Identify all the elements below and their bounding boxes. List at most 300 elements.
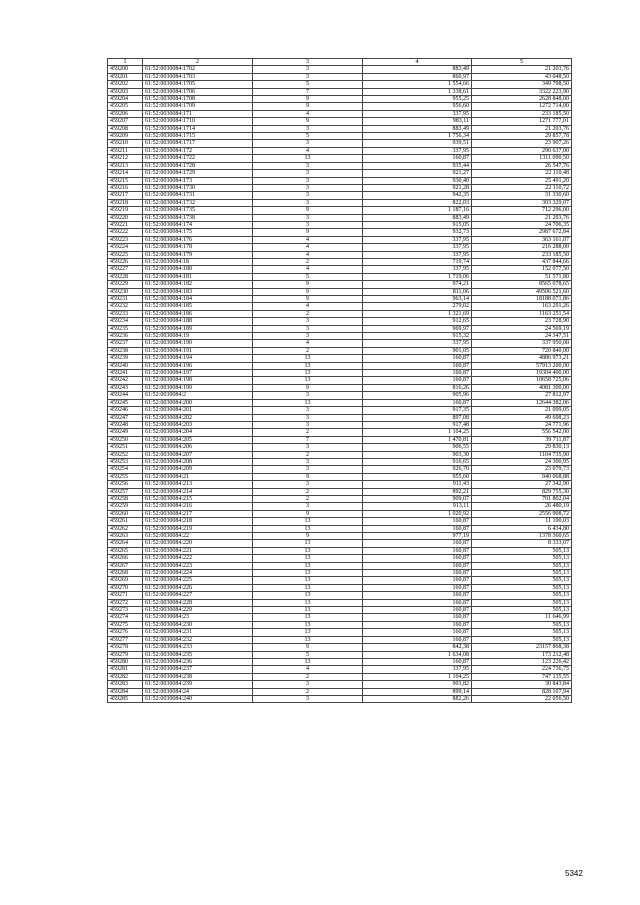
row-number-cell: 459230 <box>108 288 143 295</box>
cadastral-number-cell: 61:52:0030084:205 <box>143 436 253 443</box>
group-code-cell: 13 <box>253 636 363 643</box>
specific-value-cell: 963,14 <box>363 296 472 303</box>
row-number-cell: 459206 <box>108 110 143 117</box>
cadastral-number-cell: 61:52:0030084:223 <box>143 562 253 569</box>
cadastral-number-cell: 61:52:0030084:206 <box>143 444 253 451</box>
cadastral-value-cell: 11 100,03 <box>472 518 572 525</box>
row-number-cell: 459257 <box>108 488 143 495</box>
specific-value-cell: 935,44 <box>363 162 472 169</box>
group-code-cell: 4 <box>253 110 363 117</box>
table-body <box>108 66 572 703</box>
group-code-cell: 4 <box>253 251 363 258</box>
cadastral-value-cell: 290 637,00 <box>472 147 572 154</box>
cadastral-value-cell: 12644 382,06 <box>472 399 572 406</box>
cadastral-number-cell: 61:52:0030084:180 <box>143 266 253 273</box>
cadastral-value-cell: 505,13 <box>472 562 572 569</box>
specific-value-cell: 899,14 <box>363 688 472 695</box>
table-row <box>108 325 572 332</box>
group-code-cell: 4 <box>253 244 363 251</box>
specific-value-cell: 160,87 <box>363 525 472 532</box>
group-code-cell: 13 <box>253 629 363 636</box>
group-code-cell: 5 <box>253 133 363 140</box>
specific-value-cell: 882,26 <box>363 695 472 702</box>
group-code-cell: 2 <box>253 673 363 680</box>
cadastral-number-cell: 61:52:0030084:218 <box>143 518 253 525</box>
specific-value-cell: 903,82 <box>363 681 472 688</box>
group-code-cell: 3 <box>253 325 363 332</box>
page-number: 5342 <box>565 869 583 878</box>
table-row <box>108 66 572 73</box>
table-row <box>108 207 572 214</box>
row-number-cell: 459255 <box>108 473 143 480</box>
specific-value-cell: 983,11 <box>363 118 472 125</box>
cadastral-number-cell: 61:52:0030084:191 <box>143 347 253 354</box>
group-code-cell: 3 <box>253 66 363 73</box>
cadastral-number-cell: 61:52:0030084:220 <box>143 540 253 547</box>
table-row <box>108 147 572 154</box>
row-number-cell: 459274 <box>108 614 143 621</box>
table-row <box>108 229 572 236</box>
row-number-cell: 459214 <box>108 170 143 177</box>
cadastral-value-cell: 505,13 <box>472 584 572 591</box>
row-number-cell: 459215 <box>108 177 143 184</box>
cadastral-value-cell: 363 161,07 <box>472 236 572 243</box>
specific-value-cell: 160,87 <box>363 377 472 384</box>
group-code-cell: 9 <box>253 533 363 540</box>
table-row <box>108 162 572 169</box>
table-row <box>108 658 572 665</box>
table-row <box>108 118 572 125</box>
table-row <box>108 184 572 191</box>
specific-value-cell: 160,87 <box>363 658 472 665</box>
group-code-cell: 5 <box>253 273 363 280</box>
table-row <box>108 170 572 177</box>
group-code-cell: 7 <box>253 88 363 95</box>
table-row <box>108 244 572 251</box>
row-number-cell: 459205 <box>108 103 143 110</box>
row-number-cell: 459275 <box>108 621 143 628</box>
group-code-cell: 9 <box>253 281 363 288</box>
cadastral-value-cell: 1163 251,54 <box>472 310 572 317</box>
cadastral-number-cell: 61:52:0030084:22 <box>143 533 253 540</box>
specific-value-cell: 942,35 <box>363 192 472 199</box>
specific-value-cell: 160,87 <box>363 562 472 569</box>
row-number-cell: 459284 <box>108 688 143 695</box>
table-row <box>108 96 572 103</box>
cadastral-value-cell: 27 812,97 <box>472 392 572 399</box>
row-number-cell: 459261 <box>108 518 143 525</box>
cadastral-value-cell: 21 203,76 <box>472 66 572 73</box>
cadastral-number-cell: 61:52:0030084:1738 <box>143 214 253 221</box>
row-number-cell: 459278 <box>108 644 143 651</box>
cadastral-value-cell: 29 830,13 <box>472 444 572 451</box>
cadastral-value-cell: 152 077,50 <box>472 266 572 273</box>
specific-value-cell: 160,87 <box>363 577 472 584</box>
specific-value-cell: 901,05 <box>363 347 472 354</box>
specific-value-cell: 822,03 <box>363 199 472 206</box>
table-row <box>108 488 572 495</box>
table-row <box>108 681 572 688</box>
row-number-cell: 459217 <box>108 192 143 199</box>
specific-value-cell: 915,05 <box>363 221 472 228</box>
row-number-cell: 459239 <box>108 355 143 362</box>
group-code-cell: 13 <box>253 614 363 621</box>
table-row <box>108 347 572 354</box>
table-row <box>108 110 572 117</box>
cadastral-value-cell: 49506 521,60 <box>472 288 572 295</box>
column-header-2: 2 <box>143 59 253 66</box>
group-code-cell: 13 <box>253 377 363 384</box>
cadastral-number-cell: 61:52:0030084:203 <box>143 421 253 428</box>
group-code-cell: 3 <box>253 466 363 473</box>
cadastral-value-cell: 23 907,26 <box>472 140 572 147</box>
cadastral-number-cell: 61:52:0030084:224 <box>143 570 253 577</box>
specific-value-cell: 897,08 <box>363 414 472 421</box>
cadastral-number-cell: 61:52:0030084:229 <box>143 607 253 614</box>
specific-value-cell: 969,97 <box>363 325 472 332</box>
cadastral-value-cell: 701 802,04 <box>472 495 572 502</box>
cadastral-value-cell: 24 569,19 <box>472 325 572 332</box>
table-row <box>108 444 572 451</box>
specific-value-cell: 337,95 <box>363 244 472 251</box>
specific-value-cell: 160,87 <box>363 370 472 377</box>
group-code-cell: 13 <box>253 525 363 532</box>
group-code-cell: 5 <box>253 81 363 88</box>
specific-value-cell: 337,95 <box>363 110 472 117</box>
table-row <box>108 221 572 228</box>
table-row <box>108 377 572 384</box>
row-number-cell: 459263 <box>108 533 143 540</box>
row-number-cell: 459260 <box>108 510 143 517</box>
specific-value-cell: 160,87 <box>363 547 472 554</box>
table-row <box>108 362 572 369</box>
group-code-cell: 3 <box>253 695 363 702</box>
specific-value-cell: 917,35 <box>363 407 472 414</box>
row-number-cell: 459268 <box>108 570 143 577</box>
header-row <box>108 59 572 66</box>
specific-value-cell: 1 719,06 <box>363 273 472 280</box>
row-number-cell: 459218 <box>108 199 143 206</box>
table-row <box>108 258 572 265</box>
cadastral-value-cell: 233 185,50 <box>472 110 572 117</box>
table-row <box>108 273 572 280</box>
column-header-3: 3 <box>253 59 363 66</box>
cadastral-value-cell: 505,13 <box>472 629 572 636</box>
specific-value-cell: 160,87 <box>363 614 472 621</box>
cadastral-value-cell: 505,13 <box>472 599 572 606</box>
specific-value-cell: 977,19 <box>363 533 472 540</box>
row-number-cell: 459246 <box>108 407 143 414</box>
table-row <box>108 81 572 88</box>
row-number-cell: 459244 <box>108 392 143 399</box>
cadastral-number-cell: 61:52:0030084:215 <box>143 495 253 502</box>
row-number-cell: 459282 <box>108 673 143 680</box>
cadastral-value-cell: 505,13 <box>472 570 572 577</box>
specific-value-cell: 892,21 <box>363 488 472 495</box>
group-code-cell: 13 <box>253 584 363 591</box>
group-code-cell: 5 <box>253 651 363 658</box>
row-number-cell: 459213 <box>108 162 143 169</box>
table-row <box>108 599 572 606</box>
group-code-cell: 13 <box>253 658 363 665</box>
cadastral-value-cell: 23157 868,38 <box>472 644 572 651</box>
group-code-cell: 9 <box>253 229 363 236</box>
group-code-cell: 9 <box>253 103 363 110</box>
table-row <box>108 88 572 95</box>
table-row <box>108 414 572 421</box>
row-number-cell: 459228 <box>108 273 143 280</box>
cadastral-number-cell: 61:52:0030084:190 <box>143 340 253 347</box>
cadastral-value-cell: 19304 400,00 <box>472 370 572 377</box>
row-number-cell: 459237 <box>108 340 143 347</box>
table-row <box>108 318 572 325</box>
group-code-cell: 2 <box>253 310 363 317</box>
specific-value-cell: 883,49 <box>363 66 472 73</box>
cadastral-number-cell: 61:52:0030084:189 <box>143 325 253 332</box>
table-row <box>108 214 572 221</box>
table-row <box>108 555 572 562</box>
table-row <box>108 518 572 525</box>
cadastral-number-cell: 61:52:0030084:18 <box>143 258 253 265</box>
row-number-cell: 459223 <box>108 236 143 243</box>
table-row <box>108 236 572 243</box>
row-number-cell: 459251 <box>108 444 143 451</box>
cadastral-value-cell: 18188 071,86 <box>472 296 572 303</box>
cadastral-number-cell: 61:52:0030084:24 <box>143 688 253 695</box>
group-code-cell: 9 <box>253 118 363 125</box>
group-code-cell: 3 <box>253 162 363 169</box>
column-header-1: 1 <box>108 59 143 66</box>
cadastral-number-cell: 61:52:0030084:201 <box>143 407 253 414</box>
table-row <box>108 199 572 206</box>
table-row <box>108 636 572 643</box>
table-row <box>108 288 572 295</box>
cadastral-number-cell: 61:52:0030084:196 <box>143 362 253 369</box>
group-code-cell: 9 <box>253 384 363 391</box>
row-number-cell: 459276 <box>108 629 143 636</box>
group-code-cell: 2 <box>253 688 363 695</box>
specific-value-cell: 337,95 <box>363 266 472 273</box>
specific-value-cell: 160,87 <box>363 599 472 606</box>
row-number-cell: 459240 <box>108 362 143 369</box>
specific-value-cell: 911,43 <box>363 481 472 488</box>
group-code-cell: 3 <box>253 458 363 465</box>
cadastral-number-cell: 61:52:0030084:1705 <box>143 81 253 88</box>
group-code-cell: 13 <box>253 570 363 577</box>
cadastral-value-cell: 1378 360,65 <box>472 533 572 540</box>
cadastral-value-cell: 303 329,07 <box>472 199 572 206</box>
cadastral-number-cell: 61:52:0030084:2 <box>143 392 253 399</box>
cadastral-value-cell: 747 135,55 <box>472 673 572 680</box>
specific-value-cell: 906,55 <box>363 444 472 451</box>
table-row <box>108 140 572 147</box>
row-number-cell: 459225 <box>108 251 143 258</box>
row-number-cell: 459264 <box>108 540 143 547</box>
cadastral-number-cell: 61:52:0030084:1717 <box>143 140 253 147</box>
row-number-cell: 459227 <box>108 266 143 273</box>
cadastral-value-cell: 505,13 <box>472 547 572 554</box>
cadastral-number-cell: 61:52:0030084:183 <box>143 288 253 295</box>
specific-value-cell: 160,87 <box>363 555 472 562</box>
group-code-cell: 4 <box>253 236 363 243</box>
row-number-cell: 459253 <box>108 458 143 465</box>
row-number-cell: 459234 <box>108 318 143 325</box>
cadastral-number-cell: 61:52:0030084:239 <box>143 681 253 688</box>
cadastral-number-cell: 61:52:0030084:198 <box>143 377 253 384</box>
cadastral-value-cell: 43 048,50 <box>472 73 572 80</box>
group-code-cell: 13 <box>253 592 363 599</box>
table-row <box>108 592 572 599</box>
table-row <box>108 355 572 362</box>
row-number-cell: 459248 <box>108 421 143 428</box>
table-row <box>108 473 572 480</box>
group-code-cell: 13 <box>253 562 363 569</box>
group-code-cell: 9 <box>253 288 363 295</box>
group-code-cell: 3 <box>253 199 363 206</box>
cadastral-number-cell: 61:52:0030084:174 <box>143 221 253 228</box>
specific-value-cell: 909,07 <box>363 495 472 502</box>
specific-value-cell: 903,30 <box>363 451 472 458</box>
group-code-cell: 9 <box>253 96 363 103</box>
cadastral-value-cell: 505,13 <box>472 577 572 584</box>
cadastral-value-cell: 27 342,90 <box>472 481 572 488</box>
cadastral-value-cell: 1104 735,90 <box>472 451 572 458</box>
cadastral-number-cell: 61:52:0030084:1728 <box>143 162 253 169</box>
cadastral-number-cell: 61:52:0030084:233 <box>143 644 253 651</box>
specific-value-cell: 160,87 <box>363 399 472 406</box>
cadastral-value-cell: 123 226,42 <box>472 658 572 665</box>
group-code-cell: 3 <box>253 333 363 340</box>
group-code-cell: 13 <box>253 555 363 562</box>
table-row <box>108 695 572 702</box>
table-row <box>108 629 572 636</box>
group-code-cell: 4 <box>253 340 363 347</box>
cadastral-number-cell: 61:52:0030084:238 <box>143 673 253 680</box>
cadastral-number-cell: 61:52:0030084:227 <box>143 592 253 599</box>
table-row <box>108 370 572 377</box>
cadastral-number-cell: 61:52:0030084:225 <box>143 577 253 584</box>
specific-value-cell: 883,49 <box>363 214 472 221</box>
group-code-cell: 13 <box>253 547 363 554</box>
group-code-cell: 7 <box>253 436 363 443</box>
row-number-cell: 459221 <box>108 221 143 228</box>
group-code-cell: 3 <box>253 407 363 414</box>
specific-value-cell: 160,87 <box>363 155 472 162</box>
cadastral-value-cell: 10658 725,06 <box>472 377 572 384</box>
cadastral-value-cell: 6 434,80 <box>472 525 572 532</box>
table-row <box>108 177 572 184</box>
specific-value-cell: 160,87 <box>363 592 472 599</box>
table-row <box>108 281 572 288</box>
table-row <box>108 296 572 303</box>
cadastral-number-cell: 61:52:0030084:1710 <box>143 118 253 125</box>
specific-value-cell: 842,38 <box>363 644 472 651</box>
group-code-cell: 2 <box>253 347 363 354</box>
cadastral-number-cell: 61:52:0030084:232 <box>143 636 253 643</box>
table-row <box>108 266 572 273</box>
cadastral-number-cell: 61:52:0030084:1709 <box>143 103 253 110</box>
row-number-cell: 459220 <box>108 214 143 221</box>
table-row <box>108 407 572 414</box>
row-number-cell: 459249 <box>108 429 143 436</box>
cadastral-value-cell: 437 844,66 <box>472 258 572 265</box>
cadastral-value-cell: 29 857,78 <box>472 133 572 140</box>
cadastral-number-cell: 61:52:0030084:228 <box>143 599 253 606</box>
cadastral-number-cell: 61:52:0030084:236 <box>143 658 253 665</box>
cadastral-value-cell: 26 480,19 <box>472 503 572 510</box>
cadastral-value-cell: 829 755,30 <box>472 488 572 495</box>
table-row <box>108 510 572 517</box>
cadastral-value-cell: 163 291,26 <box>472 303 572 310</box>
cadastral-number-cell: 61:52:0030084:171 <box>143 110 253 117</box>
table-row <box>108 458 572 465</box>
cadastral-number-cell: 61:52:0030084:1715 <box>143 133 253 140</box>
cadastral-value-cell: 720 840,00 <box>472 347 572 354</box>
group-code-cell: 3 <box>253 125 363 132</box>
cadastral-number-cell: 61:52:0030084:202 <box>143 414 253 421</box>
cadastral-value-cell: 21 099,05 <box>472 407 572 414</box>
row-number-cell: 459272 <box>108 599 143 606</box>
row-number-cell: 459216 <box>108 184 143 191</box>
cadastral-number-cell: 61:52:0030084:1702 <box>143 66 253 73</box>
cadastral-value-cell: 224 736,75 <box>472 666 572 673</box>
specific-value-cell: 279,02 <box>363 303 472 310</box>
cadastral-number-cell: 61:52:0030084:172 <box>143 147 253 154</box>
cadastral-number-cell: 61:52:0030084:1714 <box>143 125 253 132</box>
row-number-cell: 459247 <box>108 414 143 421</box>
cadastral-value-cell: 22 110,72 <box>472 184 572 191</box>
cadastral-value-table <box>107 58 572 703</box>
specific-value-cell: 337,95 <box>363 147 472 154</box>
specific-value-cell: 1 104,25 <box>363 673 472 680</box>
cadastral-value-cell: 216 288,00 <box>472 244 572 251</box>
cadastral-value-cell: 30 843,84 <box>472 681 572 688</box>
group-code-cell: 9 <box>253 510 363 517</box>
cadastral-value-cell: 24 347,51 <box>472 333 572 340</box>
table-row <box>108 466 572 473</box>
cadastral-value-cell: 1311 090,50 <box>472 155 572 162</box>
cadastral-value-cell: 556 542,00 <box>472 429 572 436</box>
row-number-cell: 459265 <box>108 547 143 554</box>
cadastral-value-cell: 2987 672,84 <box>472 229 572 236</box>
specific-value-cell: 974,21 <box>363 281 472 288</box>
table-row <box>108 673 572 680</box>
row-number-cell: 459285 <box>108 695 143 702</box>
cadastral-value-cell: 22 056,50 <box>472 695 572 702</box>
table-row <box>108 451 572 458</box>
table-row <box>108 436 572 443</box>
table-row <box>108 688 572 695</box>
table-row <box>108 251 572 258</box>
table-row <box>108 577 572 584</box>
specific-value-cell: 337,95 <box>363 251 472 258</box>
row-number-cell: 459258 <box>108 495 143 502</box>
row-number-cell: 459212 <box>108 155 143 162</box>
table-row <box>108 540 572 547</box>
cadastral-value-cell: 24 771,96 <box>472 421 572 428</box>
specific-value-cell: 905,96 <box>363 392 472 399</box>
cadastral-number-cell: 61:52:0030084:175 <box>143 229 253 236</box>
row-number-cell: 459232 <box>108 303 143 310</box>
specific-value-cell: 160,87 <box>363 607 472 614</box>
cadastral-number-cell: 61:52:0030084:231 <box>143 629 253 636</box>
table-row <box>108 525 572 532</box>
specific-value-cell: 337,95 <box>363 340 472 347</box>
cadastral-number-cell: 61:52:0030084:207 <box>143 451 253 458</box>
specific-value-cell: 955,60 <box>363 473 472 480</box>
cadastral-number-cell: 61:52:0030084:230 <box>143 621 253 628</box>
table-row <box>108 614 572 621</box>
